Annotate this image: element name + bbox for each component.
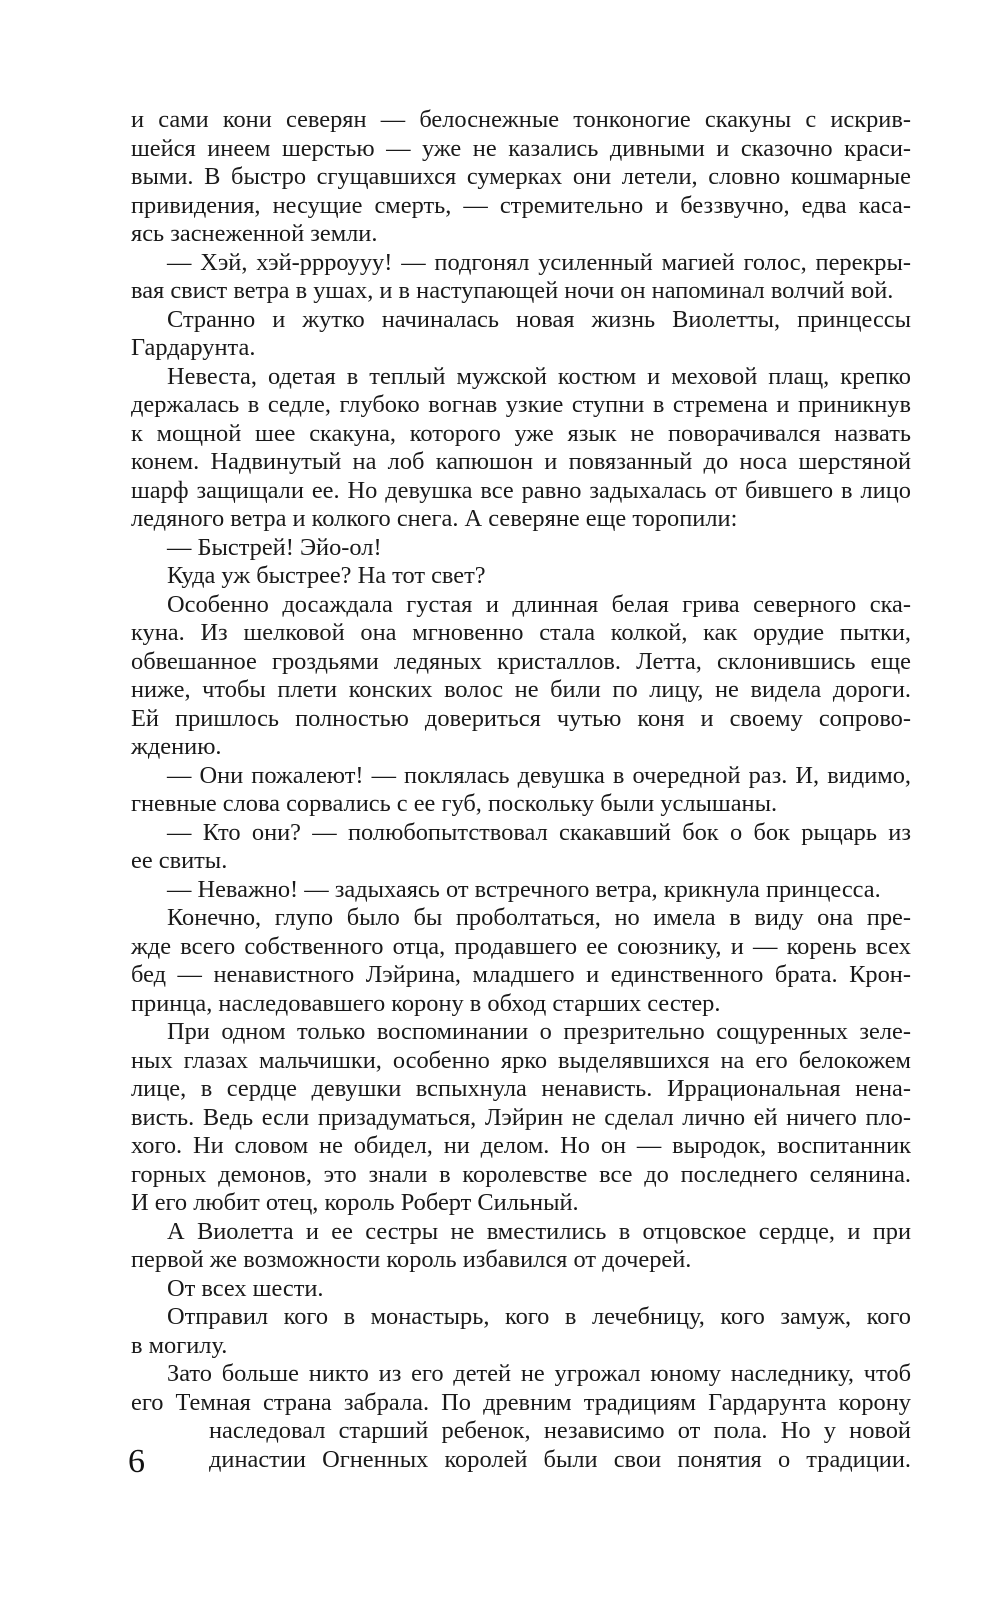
page-number: 6 [128, 1443, 145, 1480]
text-line: в могилу. [131, 1331, 228, 1359]
text-line: Отправил кого в монастырь, кого в лечебницу, кого замуж, кого [167, 1303, 911, 1330]
text-line: Куда уж быстрее? На тот свет? [167, 562, 486, 589]
text-line: Конечно, глупо было бы проболтаться, но имела в виду она пре- [167, 904, 911, 931]
text-line: А Виолетта и ее сестры не вместились в отцовское сердце, и при [167, 1217, 911, 1245]
text-line: принца, наследовавшего корону в обход старших сестер. [131, 989, 721, 1017]
text-line: хого. Ни словом не обидел, ни делом. Но он — выродок, воспитанник [131, 1132, 911, 1159]
text-line: Гардарунта. [131, 334, 256, 361]
text-line: держалась в седле, глубоко вогнав узкие ступни в стремена и приникнув [131, 391, 911, 418]
text-line: первой же возможности король избавился от дочерей. [131, 1246, 692, 1273]
text-line: жде всего собственного отца, продавшего ее союзнику, и — корень всех [131, 932, 911, 960]
text-line: Странно и жутко начиналась новая жизнь Виолетты, принцессы [167, 305, 911, 333]
text-line: шейся инеем шерстью — уже не казались дивными и сказочно краси- [131, 134, 911, 162]
text-line: ниже, чтобы плети конских волос не били по лицу, не видела дороги. [131, 676, 911, 703]
text-line: к мощной шее скакуна, которого уже язык не поворачивался назвать [131, 419, 911, 447]
text-line: шарф защищали ее. Но девушка все равно задыхалась от бившего в лицо [131, 476, 911, 504]
text-line: гневные слова сорвались с ее губ, поскольку были услышаны. [131, 790, 778, 817]
text-line: конем. Надвинутый на лоб капюшон и повязанный до носа шерстяной [131, 448, 911, 475]
text-line: династии Огненных королей были свои понятия о традиции. [209, 1445, 911, 1473]
text-line: Особенно досаждала густая и длинная белая грива северного ска- [167, 590, 911, 618]
text-line: При одном только воспоминании о презрительно сощуренных зеле- [167, 1018, 911, 1045]
text-line: бед — ненавистного Лэйрина, младшего и единственного брата. Крон- [131, 961, 911, 988]
text-line: ледяного ветра и колкого снега. А северяне еще торопили: [131, 505, 738, 532]
text-line: лице, в сердце девушки вспыхнула ненависть. Иррациональная нена- [131, 1075, 911, 1102]
text-line: выми. В быстро сгущавшихся сумерках они летели, словно кошмарные [131, 163, 911, 190]
text-line: обвешанное гроздьями ледяных кристаллов. Летта, склонившись еще [131, 647, 911, 675]
text-line: От всех шести. [167, 1274, 324, 1302]
text-line: ных глазах мальчишки, особенно ярко выделявшихся на его белокожем [131, 1046, 911, 1074]
text-line: — Кто они? — полюбопытствовал скакавший бок о бок рыцарь из [167, 818, 911, 846]
text-line: ждению. [131, 733, 222, 760]
text-line: — Быстрей! Эйо-ол! [167, 533, 382, 561]
text-line: — Они пожалеют! — поклялась девушка в очередной раз. И, видимо, [167, 761, 911, 789]
text-line: ее свиты. [131, 847, 228, 874]
text-line: горных демонов, это знали в королевстве все до последнего селянина. [131, 1160, 911, 1188]
text-line: И его любит отец, король Роберт Сильный. [131, 1189, 579, 1216]
text-line: Невеста, одетая в теплый мужской костюм и меховой плащ, крепко [167, 362, 911, 390]
text-line: куна. Из шелковой она мгновенно стала колкой, как орудие пытки, [131, 619, 911, 646]
text-line: вая свист ветра в ушах, и в наступающей ночи он напоминал волчий вой. [131, 277, 894, 304]
text-line: висть. Ведь если призадуматься, Лэйрин не сделал лично ей ничего пло- [131, 1103, 911, 1131]
text-line: Ей пришлось полностью довериться чутью коня и своему сопрово- [131, 704, 911, 732]
text-line: привидения, несущие смерть, — стремительно и беззвучно, едва каса- [131, 191, 911, 219]
text-line: — Неважно! — задыхаясь от встречного ветра, крикнула принцесса. [167, 875, 881, 903]
text-line: Зато больше никто из его детей не угрожал юному наследнику, чтоб [167, 1360, 911, 1387]
text-line: и сами кони северян — белоснежные тонконогие скакуны с искрив- [131, 106, 911, 133]
page-body [131, 106, 911, 1474]
text-line: наследовал старший ребенок, независимо от пола. Но у новой [209, 1417, 911, 1444]
text-line: ясь заснеженной земли. [131, 220, 378, 247]
text-line: его Темная страна забрала. По древним традициям Гардарунта корону [131, 1388, 911, 1416]
text-line: — Хэй, хэй-ррроууу! — подгонял усиленный магией голос, перекры- [167, 248, 911, 276]
